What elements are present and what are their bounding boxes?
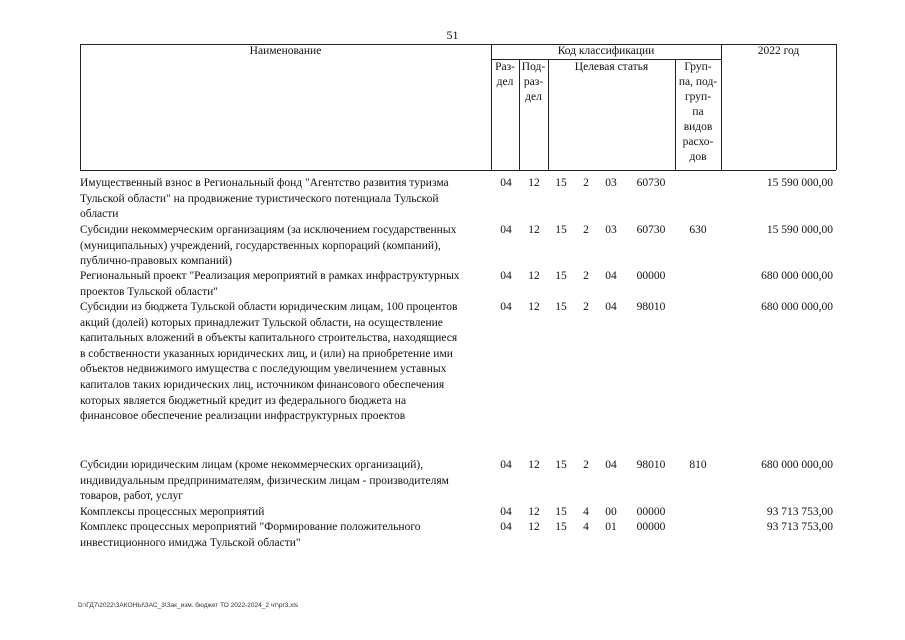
cell-amount: 93 713 753,00 — [766, 521, 833, 533]
row-name: Субсидии из бюджета Тульской области юридическим лицам, 100 процентов акций (долей) которых принадлежит Тульской области, на осуществление капитальных вложений в объекты капитального строительства, находящиеся в собственности указанных юридических лиц, и (или) на приобретение ими объектов недвижимого имущества с последующим увеличением уставных капиталов таких юридических лиц, источником финансового обеспечения которых является бюджетный кредит из федерального бюджета на финансовое обеспечение реализации инфраструктурных проектов — [80, 301, 458, 423]
cell-expense-group: 630 — [689, 224, 707, 236]
cell-section: 04 — [500, 521, 512, 533]
cell-section: 04 — [500, 506, 512, 518]
header-subsection: Под- раз- дел — [521, 61, 546, 103]
header-classification-code: Код классификации — [557, 45, 655, 57]
row-name: Субсидии некоммерческим организациям (за исключением государственных (муниципальных) учреждений, государственных корпораций (компаний), публично-правовых компаний) — [80, 224, 457, 268]
header-name: Наименование — [249, 45, 322, 57]
cell-target-subprogram: 2 — [583, 301, 589, 313]
cell-amount: 15 590 000,00 — [766, 224, 833, 236]
page-number: 51 — [446, 28, 459, 42]
cell-target-subprogram: 4 — [583, 521, 589, 533]
cell-amount: 680 000 000,00 — [761, 301, 833, 313]
cell-target-direction: 60730 — [636, 224, 666, 236]
cell-target-program: 15 — [555, 270, 567, 282]
cell-target-subprogram: 2 — [583, 177, 589, 189]
cell-subsection: 12 — [528, 270, 540, 282]
cell-target-event: 03 — [605, 177, 617, 189]
cell-target-subprogram: 2 — [583, 224, 589, 236]
cell-target-program: 15 — [555, 224, 567, 236]
cell-section: 04 — [500, 270, 512, 282]
cell-amount: 680 000 000,00 — [761, 270, 833, 282]
row-name: Комплексы процессных мероприятий — [80, 506, 265, 518]
cell-target-event: 01 — [605, 521, 617, 533]
cell-target-subprogram: 2 — [583, 270, 589, 282]
cell-target-event: 03 — [605, 224, 617, 236]
cell-target-direction: 00000 — [636, 521, 666, 533]
cell-subsection: 12 — [528, 301, 540, 313]
cell-target-event: 04 — [605, 459, 617, 471]
header-section: Раз- дел — [495, 61, 515, 88]
cell-target-program: 15 — [555, 301, 567, 313]
cell-section: 04 — [500, 459, 512, 471]
cell-amount: 93 713 753,00 — [766, 506, 833, 518]
cell-subsection: 12 — [528, 459, 540, 471]
header-expense-group: Груп- па, под- груп- па видов расхо- дов — [678, 61, 718, 163]
cell-subsection: 12 — [528, 177, 540, 189]
cell-target-direction: 00000 — [636, 270, 666, 282]
cell-amount: 15 590 000,00 — [766, 177, 833, 189]
row-name: Региональный проект "Реализация мероприятий в рамках инфраструктурных проектов Тульской области" — [80, 270, 460, 298]
cell-subsection: 12 — [528, 224, 540, 236]
header-year: 2022 год — [757, 45, 800, 57]
cell-target-program: 15 — [555, 459, 567, 471]
cell-target-program: 15 — [555, 521, 567, 533]
cell-expense-group: 810 — [689, 459, 707, 471]
cell-subsection: 12 — [528, 521, 540, 533]
cell-target-event: 04 — [605, 301, 617, 313]
cell-target-subprogram: 4 — [583, 506, 589, 518]
cell-target-event: 00 — [605, 506, 617, 518]
cell-section: 04 — [500, 224, 512, 236]
cell-target-program: 15 — [555, 177, 567, 189]
row-name: Субсидии юридическим лицам (кроме некоммерческих организаций), индивидуальным предпринимателям, физическим лицам - производителям товаров, работ, услуг — [80, 459, 449, 503]
cell-subsection: 12 — [528, 506, 540, 518]
cell-target-direction: 00000 — [636, 506, 666, 518]
cell-target-direction: 60730 — [636, 177, 666, 189]
cell-section: 04 — [500, 177, 512, 189]
cell-amount: 680 000 000,00 — [761, 459, 833, 471]
cell-target-direction: 98010 — [636, 459, 666, 471]
cell-target-program: 15 — [555, 506, 567, 518]
cell-section: 04 — [500, 301, 512, 313]
footer-file-path: D:\ГД7\2022\ЗАКОНЫ\ЗАС_3\Зак_изм. бюджет ТО 2022-2024_2 чт\pr3.xls — [78, 602, 299, 609]
cell-target-direction: 98010 — [636, 301, 666, 313]
row-name: Имущественный взнос в Региональный фонд "Агентство развития туризма Тульской области" на продвижение туристического потенциала Тульской области — [80, 177, 449, 221]
row-name: Комплекс процессных мероприятий "Формирование положительного инвестиционного имиджа Тульской области" — [80, 521, 421, 549]
cell-target-subprogram: 2 — [583, 459, 589, 471]
header-target-article: Целевая статья — [574, 61, 649, 73]
cell-target-event: 04 — [605, 270, 617, 282]
